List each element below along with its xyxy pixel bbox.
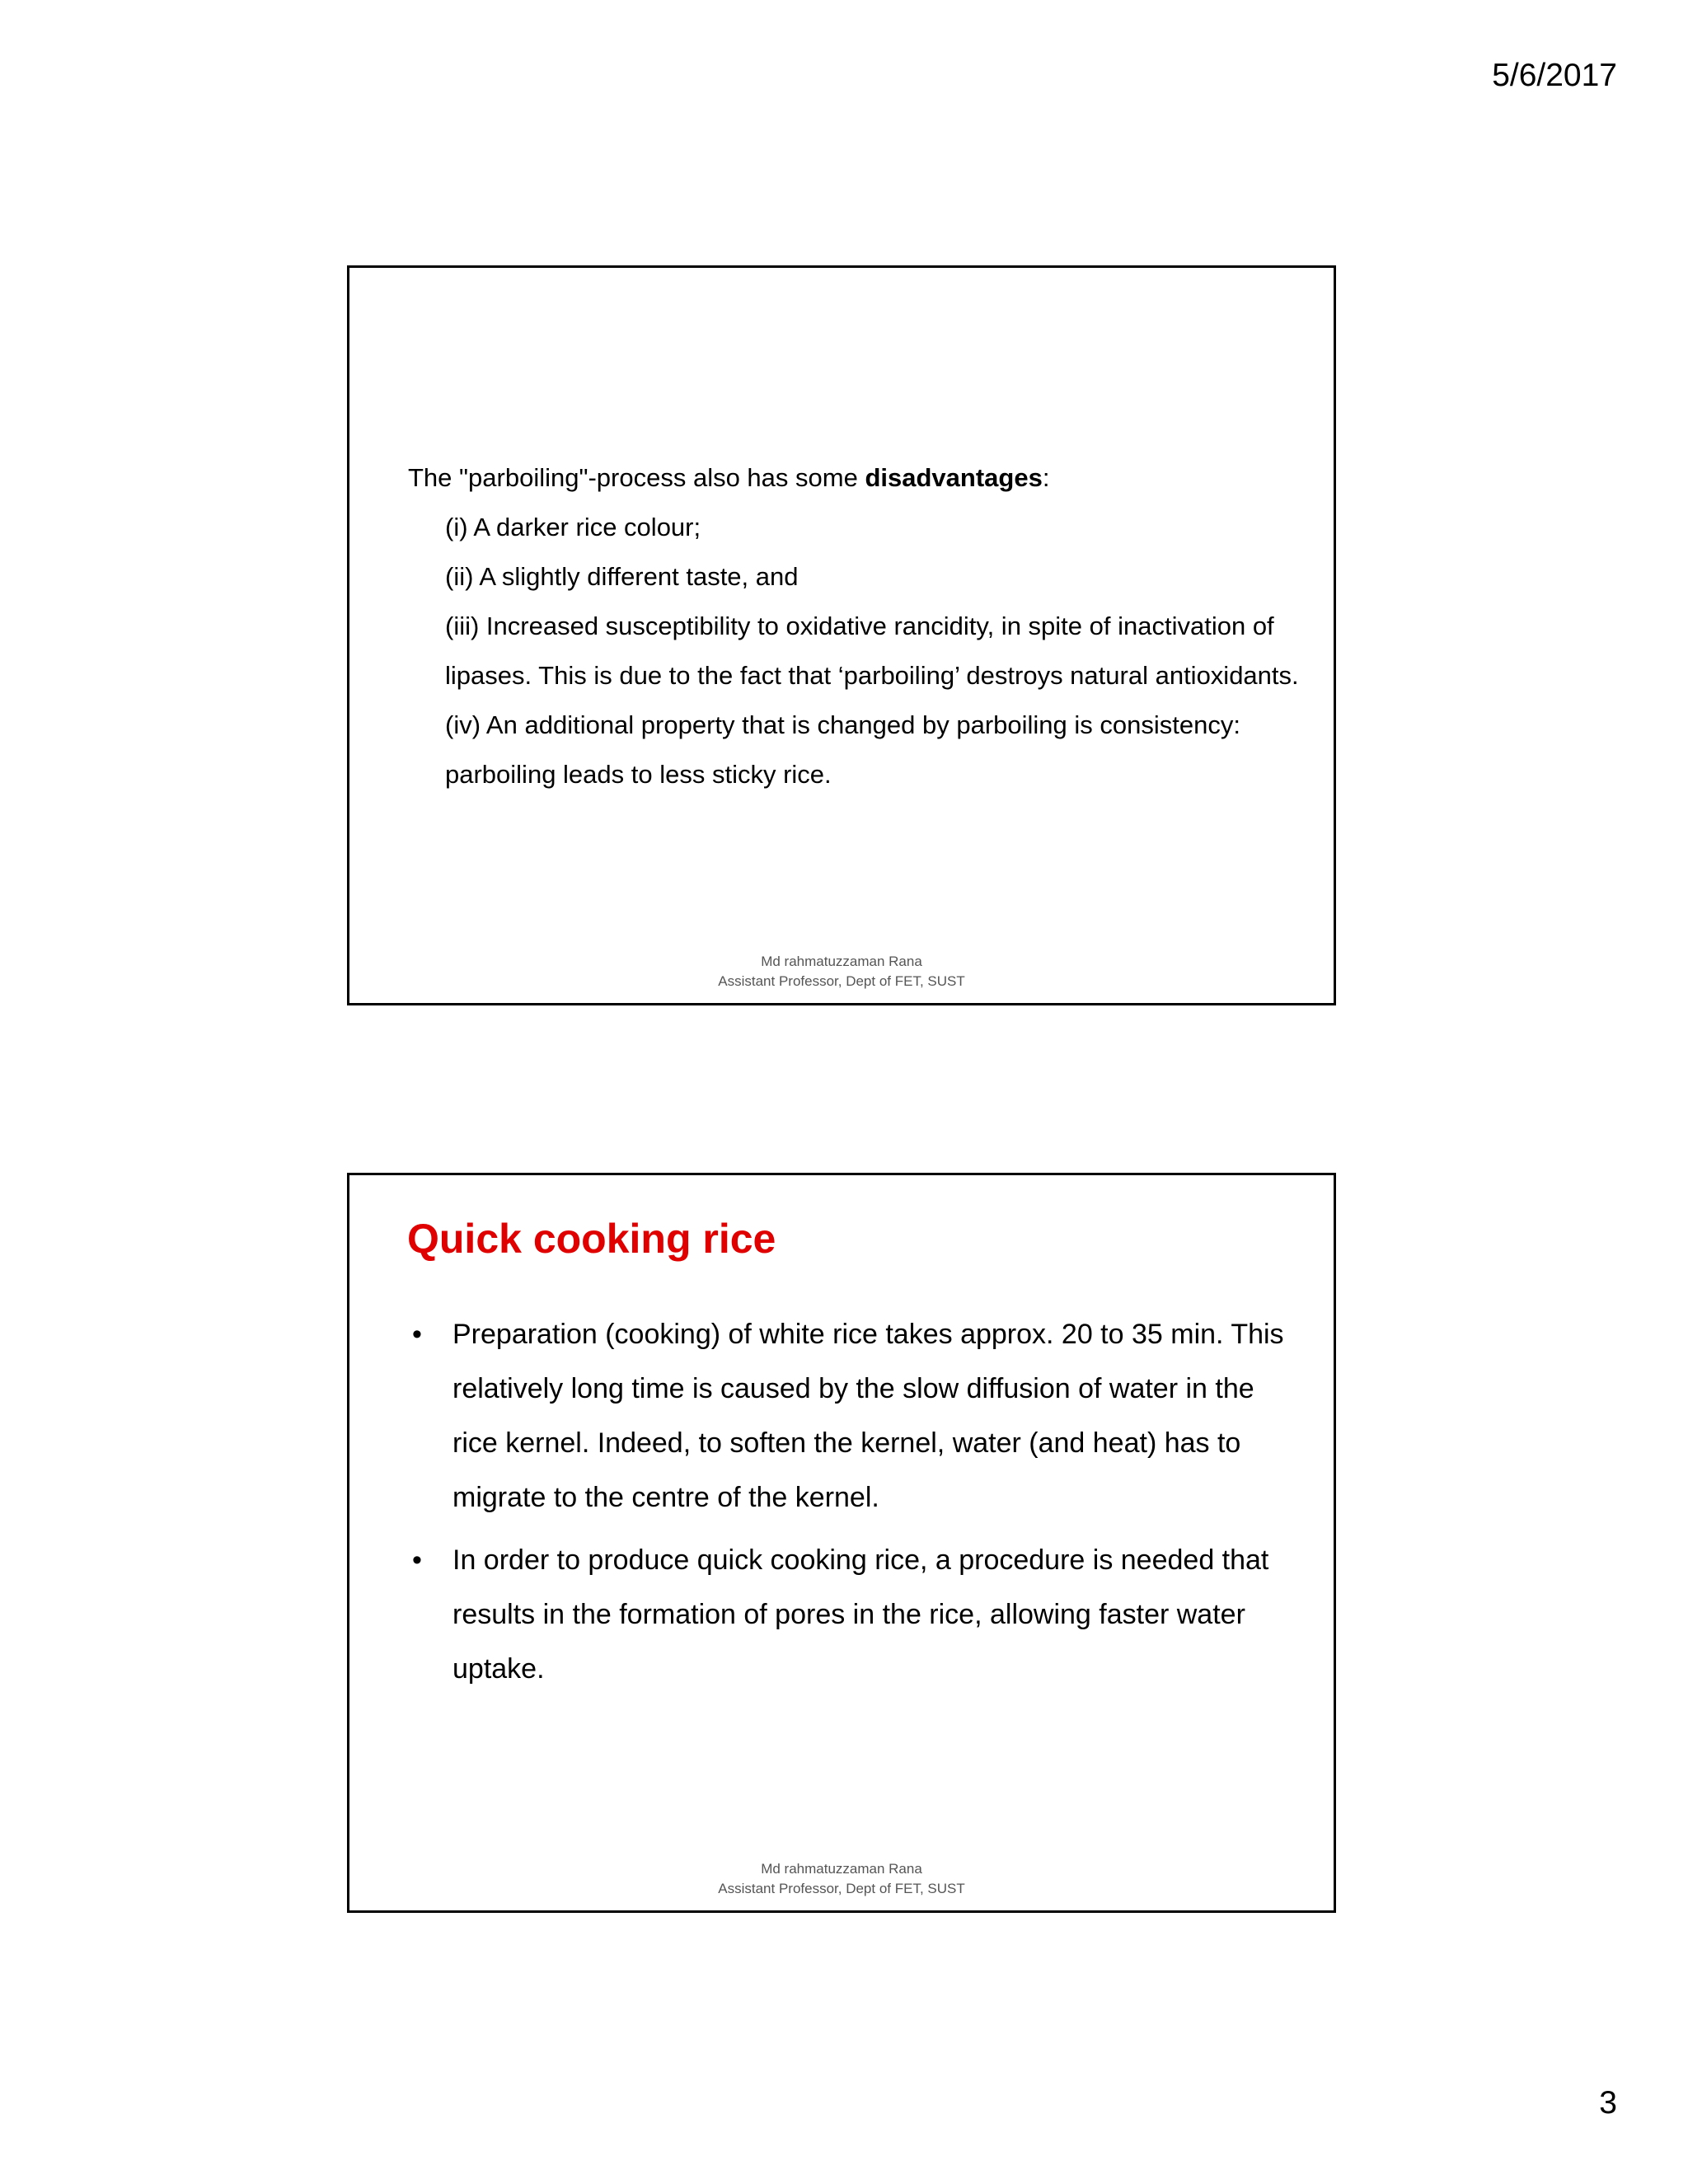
slide-title: Quick cooking rice (407, 1216, 776, 1262)
slide-quick-cooking-rice (347, 1173, 1336, 1913)
list-item: (ii) A slightly different taste, and (445, 562, 799, 591)
bullet-list (407, 1307, 1284, 1704)
bullet-icon: • (412, 1544, 422, 1576)
intro-bold-term: disadvantages (865, 463, 1043, 492)
bullet-item (407, 1533, 1284, 1696)
slide-parboiling-disadvantages (347, 265, 1336, 1005)
bullet-icon: • (412, 1319, 422, 1350)
page-number: 3 (1599, 2085, 1617, 2121)
list-item-continuation: lipases. This is due to the fact that ‘parboiling’ destroys natural antioxidants. (445, 661, 1299, 690)
author-name: Md rahmatuzzaman Rana (761, 1861, 922, 1877)
list-item: (i) A darker rice colour; (445, 513, 701, 541)
list-item: (iv) An additional property that is changed by parboiling is consistency: (445, 710, 1240, 739)
author-position: Assistant Professor, Dept of FET, SUST (718, 973, 965, 989)
bullet-item (407, 1307, 1284, 1525)
bullet-text: In order to produce quick cooking rice, a procedure is needed that results in the formation of pores in the rice, allowing faster water uptake. (452, 1544, 1269, 1685)
author-name: Md rahmatuzzaman Rana (761, 954, 922, 969)
slide-content (408, 453, 1301, 799)
list-item-continuation: parboiling leads to less sticky rice. (445, 760, 832, 789)
bullet-text: Preparation (cooking) of white rice takes approx. 20 to 35 min. This relatively long time is caused by the slow diffusion of water in the rice kernel. Indeed, to soften the kernel, water (and heat) has to migrate to the centre of the kernel. (452, 1319, 1284, 1513)
slide-footer (349, 952, 1334, 991)
slide-footer (349, 1859, 1334, 1899)
intro-line (408, 453, 1301, 503)
list-item: (iii) Increased susceptibility to oxidative rancidity, in spite of inactivation of (445, 612, 1274, 640)
author-position: Assistant Professor, Dept of FET, SUST (718, 1881, 965, 1896)
intro-colon: : (1042, 463, 1050, 492)
page-date: 5/6/2017 (1492, 58, 1617, 93)
intro-text: The "parboiling"-process also has some (408, 463, 865, 492)
